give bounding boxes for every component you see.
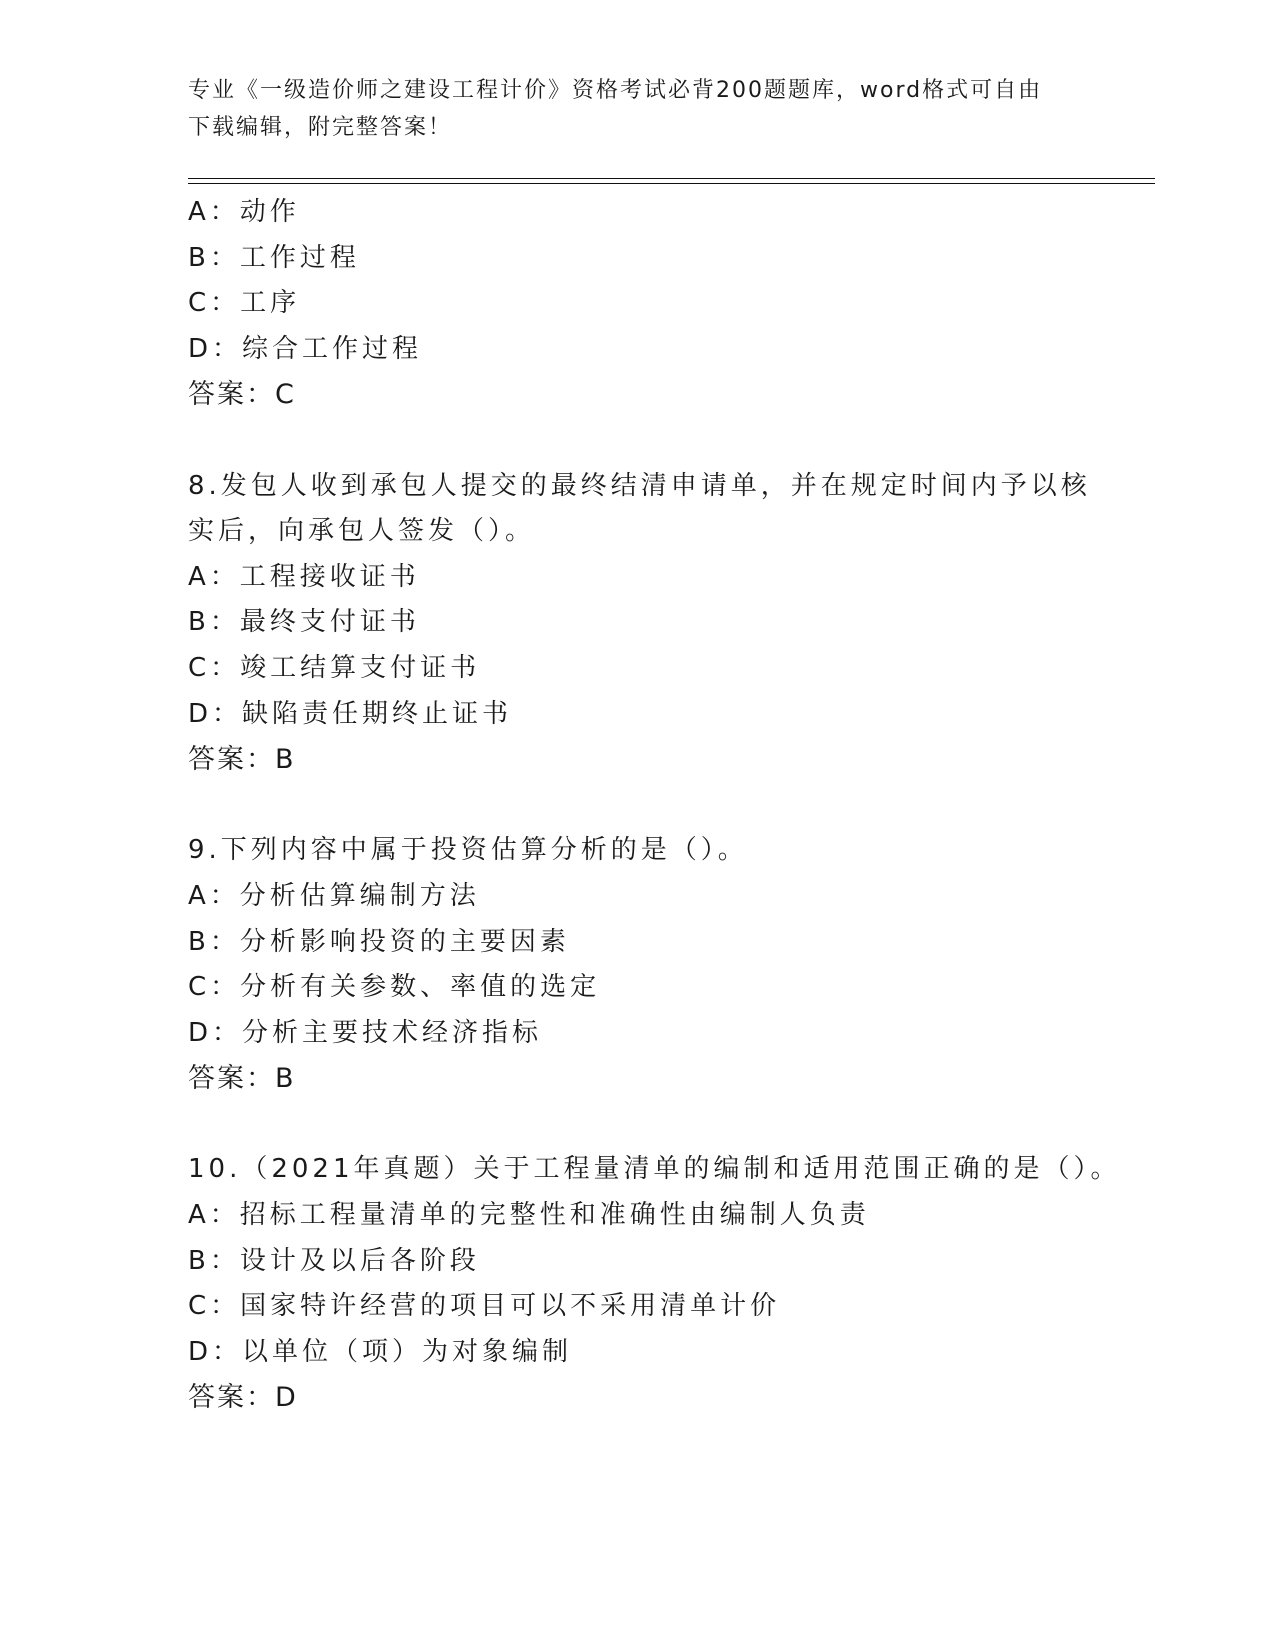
- header-line-2: 下载编辑，附完整答案！: [188, 115, 453, 140]
- option-a: A：工程接收证书: [188, 561, 420, 592]
- option-b: B：最终支付证书: [188, 607, 420, 638]
- question-stem: 10.（2021年真题）关于工程量清单的编制和适用范围正确的是（）。: [188, 1154, 1121, 1185]
- spacer: [188, 783, 1188, 829]
- question-stem-continued: 实后，向承包人签发（）。: [188, 516, 536, 547]
- question-8: [188, 464, 1188, 783]
- header-divider-bottom: [188, 183, 1155, 184]
- option-b: B：分析影响投资的主要因素: [188, 926, 570, 957]
- question-9: [188, 828, 1188, 1102]
- option-c: C：国家特许经营的项目可以不采用清单计价: [188, 1291, 781, 1322]
- option-c: C：分析有关参数、率值的选定: [188, 972, 601, 1003]
- answer: 答案：D: [188, 1382, 298, 1414]
- question-10: [188, 1147, 1188, 1421]
- option-a: A：动作: [188, 197, 300, 227]
- option-b: B：设计及以后各阶段: [188, 1245, 480, 1276]
- option-c: C：工序: [188, 288, 301, 319]
- question-stem: 8.发包人收到承包人提交的最终结清申请单，并在规定时间内予以核: [188, 470, 1091, 501]
- header-divider-top: [188, 178, 1155, 179]
- option-d: D：综合工作过程: [188, 333, 423, 364]
- header-line-1: 专业《一级造价师之建设工程计价》资格考试必背200题题库，word格式可自由: [188, 78, 1043, 103]
- option-d: D：分析主要技术经济指标: [188, 1017, 543, 1048]
- option-c: C：竣工结算支付证书: [188, 652, 481, 683]
- spacer: [188, 418, 1188, 464]
- answer: 答案：B: [188, 1063, 296, 1095]
- question-list: [188, 190, 1188, 1421]
- answer: 答案：B: [188, 744, 296, 776]
- option-d: D：缺陷责任期终止证书: [188, 698, 513, 729]
- spacer: [188, 1102, 1188, 1148]
- question-stem: 9.下列内容中属于投资估算分析的是（）。: [188, 835, 748, 866]
- option-b: B：工作过程: [188, 242, 360, 273]
- answer: 答案：C: [188, 379, 296, 411]
- question-7: [188, 190, 1188, 418]
- option-a: A：招标工程量清单的完整性和准确性由编制人负责: [188, 1200, 870, 1231]
- option-d: D：以单位（项）为对象编制: [188, 1336, 573, 1367]
- document-header: [188, 72, 1088, 146]
- option-a: A：分析估算编制方法: [188, 880, 480, 911]
